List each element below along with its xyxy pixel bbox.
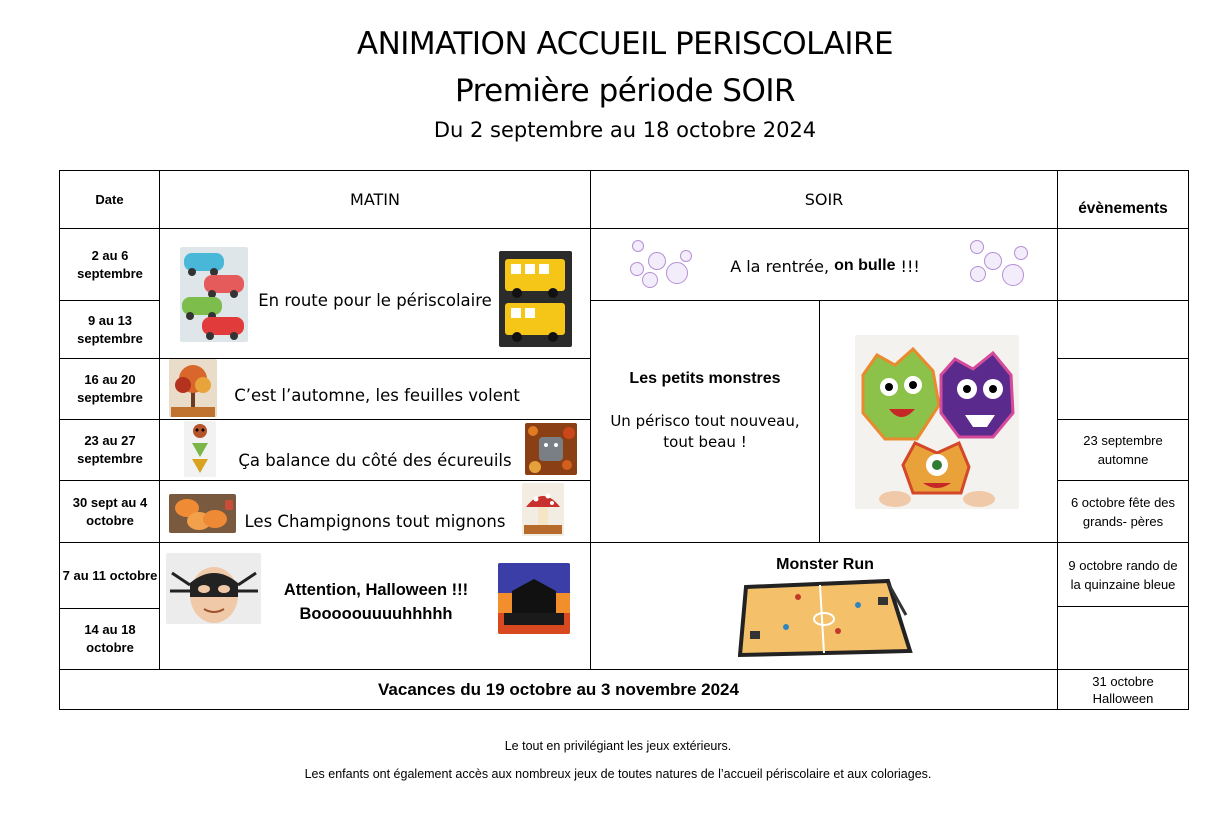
pumpkins-image [169, 494, 236, 533]
event-halloween-line-1: 31 octobre [1092, 673, 1154, 689]
matin-activity-2: C’est l’automne, les feuilles volent [234, 385, 520, 405]
event-fete-grands-peres [1058, 481, 1188, 542]
page-title: ANIMATION ACCUEIL PERISCOLAIRE [356, 26, 894, 62]
rentree-suffix: !!! [895, 256, 920, 276]
mushroom-craft-image [522, 483, 564, 536]
column-header-date: Date [95, 192, 124, 207]
monster-run-title: Monster Run [776, 556, 874, 573]
event-grands-peres-line-2: grands- pères [1082, 513, 1164, 529]
event-rando-line-1: 9 octobre rando de [1068, 557, 1178, 573]
date-week-1: 2 au 6 septembre [77, 247, 143, 281]
rentree-bold: on bulle [834, 257, 896, 274]
column-header-matin: MATIN [350, 190, 400, 209]
date-week-7: 14 au 18 octobre [84, 622, 136, 655]
event-automne-line-2: automne [1097, 452, 1149, 467]
date-week-2: 9 au 13 septembre [77, 312, 143, 346]
column-header-evenements: évènements [1078, 199, 1168, 217]
vacances-row: Vacances du 19 octobre au 3 novembre 2024 [378, 679, 739, 699]
event-automne [1058, 420, 1188, 480]
date-week-5: 30 sept au 4 octobre [72, 494, 148, 528]
bus-craft-image [499, 251, 572, 347]
rentree-prefix: A la rentrée, [730, 256, 835, 276]
matin-activity-3: Ça balance du côté des écureuils [238, 450, 512, 470]
date-week-4: 23 au 27 septembre [77, 433, 143, 466]
matin-activity-1: En route pour le périscolaire [258, 290, 492, 310]
page-subtitle: Première période SOIR [454, 73, 796, 109]
squirrel-leaves-image [525, 423, 577, 475]
monster-run-court-image [738, 575, 913, 659]
event-halloween [1058, 670, 1188, 709]
autumn-tree-image [169, 359, 217, 417]
date-week-3: 16 au 20 septembre [77, 372, 143, 405]
date-week-6: 7 au 11 octobre [62, 567, 158, 583]
event-grands-peres-line-1: 6 octobre fête des [1070, 494, 1176, 510]
paper-monsters-image [855, 335, 1019, 509]
footer-line-1: Le tout en privilégiant les jeux extérieurs. [504, 739, 732, 753]
bubbles-left-image [628, 238, 694, 290]
halloween-sunset-image [498, 563, 570, 634]
matin-activity-5: Attention, Halloween !!! [283, 580, 469, 599]
spider-mask-child-image [166, 553, 261, 624]
monstres-line-1: Un périsco tout nouveau, [610, 412, 800, 430]
event-halloween-line-2: Halloween [1092, 690, 1154, 706]
period-dates: Du 2 septembre au 18 octobre 2024 [433, 118, 817, 142]
monstres-line-2: tout beau ! [663, 433, 747, 451]
cars-craft-image [180, 247, 248, 342]
matin-activity-4: Les Champignons tout mignons [244, 511, 506, 531]
bubbles-right-image [966, 236, 1032, 288]
event-rando [1058, 543, 1188, 606]
monstres-title: Les petits monstres [629, 370, 781, 387]
squirrel-craft-image [184, 421, 216, 477]
matin-activity-6: Booooouuuuhhhhh [299, 604, 453, 623]
event-automne-line-1: 23 septembre [1083, 433, 1163, 448]
event-rando-line-2: la quinzaine bleue [1070, 576, 1176, 592]
column-header-soir: SOIR [804, 190, 844, 209]
footer-line-2: Les enfants ont également accès aux nombreux jeux de toutes natures de l’accueil périscolaire et aux coloriages. [304, 767, 932, 781]
